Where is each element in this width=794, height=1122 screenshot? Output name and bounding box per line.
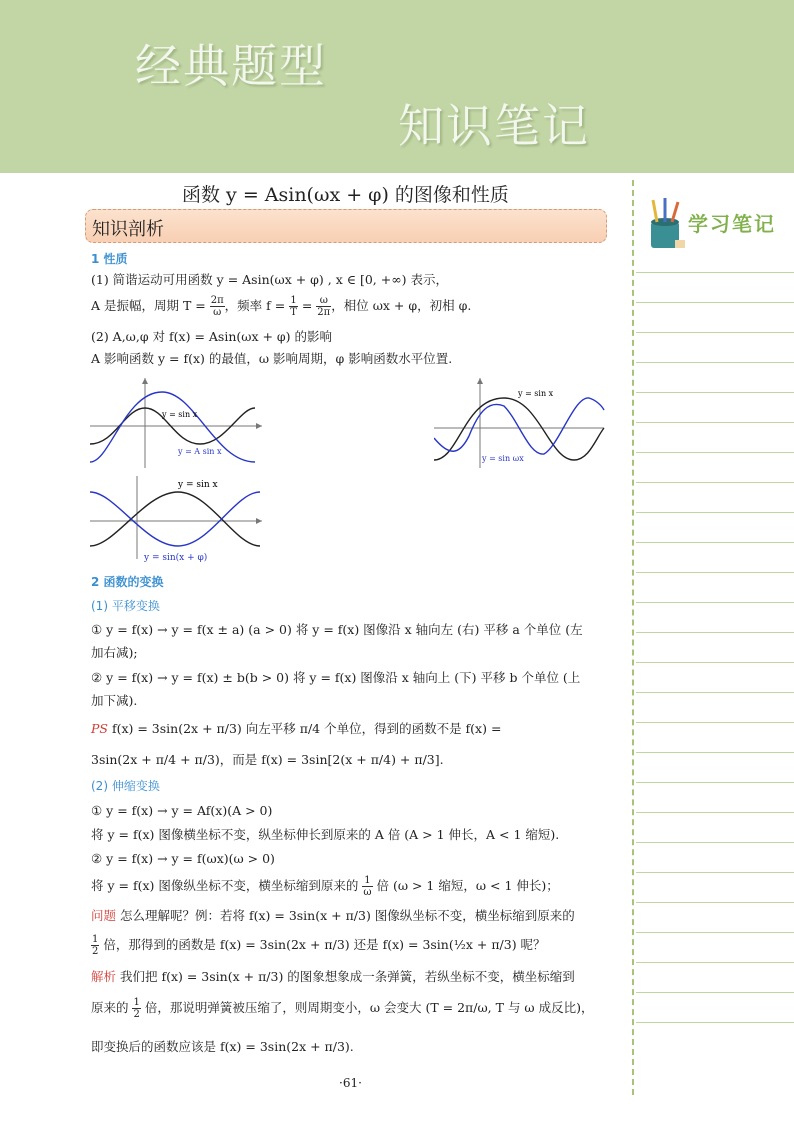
notes-line xyxy=(636,873,794,903)
notes-line xyxy=(636,723,794,753)
question-line-2: $\frac{1}{2}$ 倍，那得到的函数是 f(x) = 3sin(2x + π/3) 还是 f(x) = 3sin(½x + π/3) 呢？ xyxy=(92,934,546,957)
notes-line xyxy=(636,363,794,393)
graph-label: y = sin x xyxy=(518,389,554,398)
curve-sin-x-phi xyxy=(90,492,260,546)
graph-label: y = sin ωx xyxy=(482,454,524,463)
notes-line xyxy=(636,543,794,573)
text-line: ② y = f(x) → y = f(ωx)(ω > 0) xyxy=(91,851,275,866)
notes-line xyxy=(636,993,794,1023)
notes-line xyxy=(636,663,794,693)
notes-line xyxy=(636,423,794,453)
subheading-scaling: (2) 伸缩变换 xyxy=(91,779,160,793)
question-label: 问题 xyxy=(91,908,117,923)
fraction: $\frac{1}{\omega}$ xyxy=(363,875,372,898)
notes-line xyxy=(636,933,794,963)
text-line-omega: 将 y = f(x) 图像纵坐标不变，横坐标缩到原来的 $\frac{1}{\omega}$ 倍 (ω > 1 缩短，ω < 1 伸长)； xyxy=(91,875,559,898)
text-line: 加右减); xyxy=(91,645,138,660)
section-heading: 知识剖析 xyxy=(92,219,164,240)
graph-label: y = sin x xyxy=(162,410,198,419)
notes-title: 学习笔记 xyxy=(688,212,776,236)
graph-label: y = sin x xyxy=(178,480,218,490)
text-line: ① y = f(x) → y = Af(x)(A > 0) xyxy=(91,803,273,818)
notes-line xyxy=(636,753,794,783)
text-line: ② y = f(x) → y = f(x) ± b(b > 0) 将 y = f(x) 图像沿 x 轴向上 (下) 平移 b 个单位 (上 xyxy=(91,670,581,685)
notes-line xyxy=(636,603,794,633)
notes-line xyxy=(636,393,794,423)
text-line: 即变换后的函数应该是 f(x) = 3sin(2x + π/3). xyxy=(91,1039,354,1054)
ps-label: PS xyxy=(91,721,108,736)
fraction: $\frac{1}{2}$ xyxy=(92,934,99,957)
graph-frequency xyxy=(434,376,606,468)
fraction: $\frac{1}{T}$ xyxy=(290,295,297,318)
notes-line xyxy=(636,573,794,603)
answer-line: 解析 我们把 f(x) = 3sin(x + π/3) 的图象想象成一条弹簧，若纵坐标不变，横坐标缩到 xyxy=(91,969,575,984)
fraction: $\frac{2\pi}{\omega}$ xyxy=(210,295,224,318)
text-line: 3sin(2x + π/4 + π/3)，而是 f(x) = 3sin[2(x + π/4) + π/3]. xyxy=(91,752,444,767)
fraction: $\frac{1}{2}$ xyxy=(133,997,140,1020)
heading-transforms: 2 函数的变换 xyxy=(91,575,164,589)
notes-line xyxy=(636,483,794,513)
notes-line xyxy=(636,843,794,873)
graph-amplitude xyxy=(90,376,266,468)
section-heading-box xyxy=(85,209,607,243)
text-line: 加下减). xyxy=(91,693,138,708)
page-number: ·61· xyxy=(339,1076,362,1090)
banner-title-1: 经典题型 xyxy=(135,39,327,93)
notes-lines xyxy=(636,243,794,1023)
graph-label: y = sin(x + φ) xyxy=(144,553,208,563)
notes-line xyxy=(636,453,794,483)
text-line: (1) 简谐运动可用函数 y = Asin(ωx + φ) , x ∈ [0, +∞) 表示， xyxy=(91,272,448,287)
notes-line xyxy=(636,303,794,333)
answer-label: 解析 xyxy=(91,969,117,984)
notes-divider xyxy=(632,180,634,1095)
header-banner xyxy=(0,0,794,173)
curve-sin-x xyxy=(90,492,260,546)
graph-phase xyxy=(90,474,266,566)
question-line: 问题 怎么理解呢？例：若将 f(x) = 3sin(x + π/3) 图像纵坐标不变，横坐标缩到原来的 xyxy=(91,908,575,923)
notes-line xyxy=(636,963,794,993)
notes-line xyxy=(636,783,794,813)
notes-line xyxy=(636,243,794,273)
fraction: $\frac{\omega}{2\pi}$ xyxy=(317,295,331,318)
heading-properties: 1 性质 xyxy=(91,252,128,266)
text-line-period: A 是振幅，周期 T = $\frac{2\pi}{\omega}$ ，频率 f = $\frac{1}{T}$ = $\frac{\omega}{2\pi}$ ，相位 ωx + φ，初相 φ. xyxy=(91,295,472,318)
notes-line xyxy=(636,633,794,663)
text-line: ① y = f(x) → y = f(x ± a) (a > 0) 将 y = f(x) 图像沿 x 轴向左 (右) 平移 a 个单位 (左 xyxy=(91,622,583,637)
notes-line xyxy=(636,813,794,843)
curve-sin-wx xyxy=(434,398,604,454)
banner-title-2: 知识笔记 xyxy=(398,99,590,153)
subheading-translation: (1) 平移变换 xyxy=(91,599,160,613)
notes-line xyxy=(636,693,794,723)
answer-line-2: 原来的 $\frac{1}{2}$ 倍，那说明弹簧被压缩了，则周期变小，ω 会变大 (T = 2π/ω, T 与 ω 成反比)， xyxy=(91,997,594,1020)
graph-label: y = A sin x xyxy=(178,447,222,456)
text-line: (2) A,ω,φ 对 f(x) = Asin(ωx + φ) 的影响 xyxy=(91,329,333,344)
page-title: 函数 y = Asin(ωx + φ) 的图像和性质 xyxy=(182,184,509,206)
notes-line xyxy=(636,333,794,363)
text-line: 将 y = f(x) 图像横坐标不变，纵坐标伸长到原来的 A 倍 (A > 1 伸长，A < 1 缩短). xyxy=(91,827,560,842)
ps-note-line: PS f(x) = 3sin(2x + π/3) 向左平移 π/4 个单位，得到的函数不是 f(x) = xyxy=(91,721,502,736)
notes-line xyxy=(636,273,794,303)
notes-line xyxy=(636,513,794,543)
notes-line xyxy=(636,903,794,933)
text-line: A 影响函数 y = f(x) 的最值，ω 影响周期，φ 影响函数水平位置. xyxy=(91,351,453,366)
